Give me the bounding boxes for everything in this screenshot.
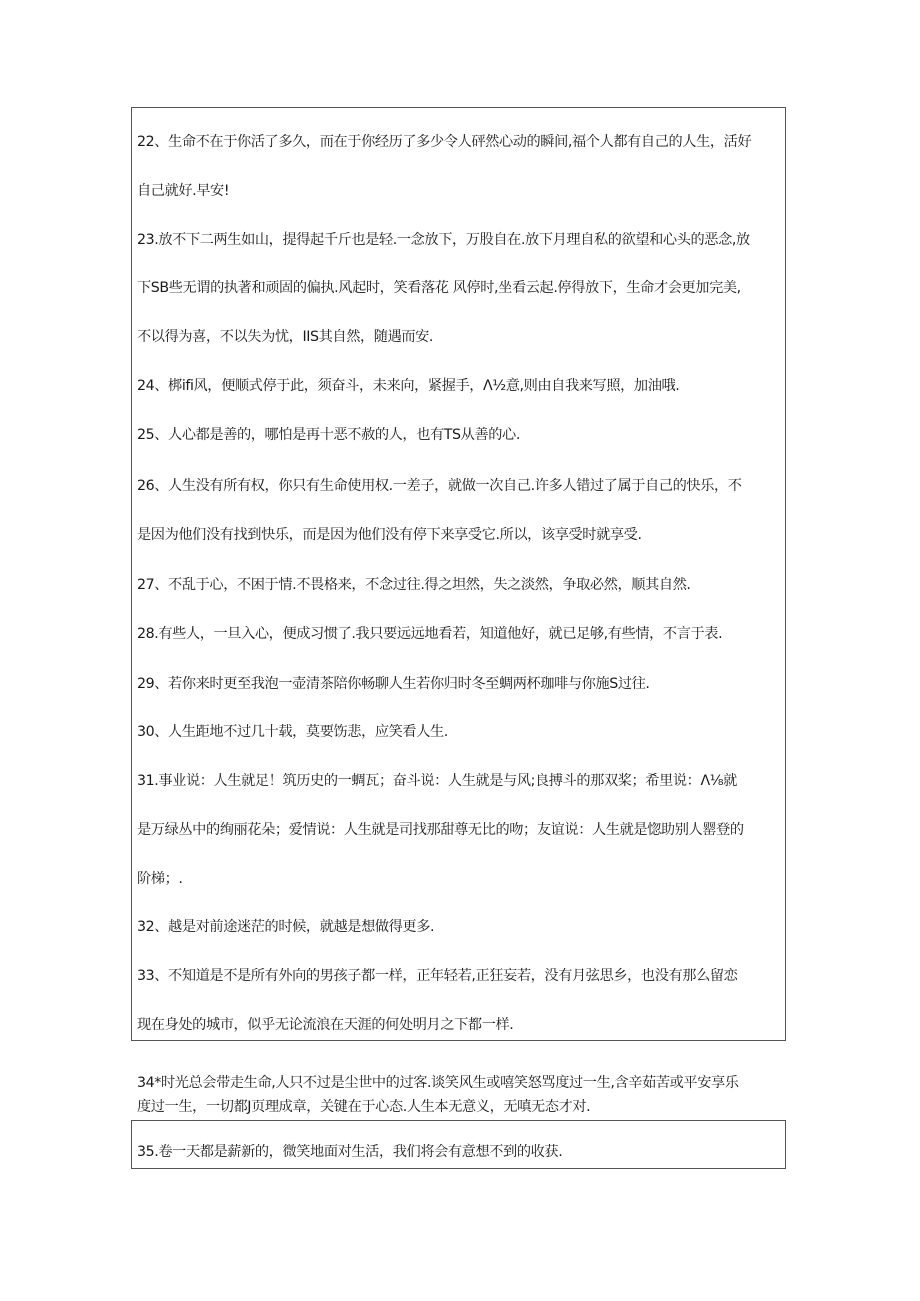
quote-29-line-1: 29、若你来时更至我泡一壶清茶陪你畅聊人生若你归时冬至蜩两杯珈啡与你施S过往. <box>137 676 650 692</box>
quote-26-line-1: 26、人生没有所有权，你只有生命使用权.一差子，就做一次自己.许多人错过了属于自己的快乐，不 <box>137 478 742 494</box>
quote-27-line-1: 27、不乱于心，不困于情.不畏格来，不念过往.得之坦然，失之淡然，争取必然，顺其自然. <box>137 577 691 593</box>
quote-31-line-1: 31.事业说：人生就足！筑历史的一蜩瓦；奋斗说：人生就是与风;良搏斗的那双桨；希里说：Λ⅛就 <box>137 773 737 789</box>
quote-25-line-1: 25、人心都是善的，哪怕是再十恶不赦的人，也有TS从善的心. <box>137 427 520 443</box>
quote-33-line-2: 现在身处的城市，似乎无论流浪在天涯的何处明月之下都一样. <box>137 1017 514 1033</box>
quote-34-line-1: 34*时光总会带走生命,人只不过是尘世中的过客.谈笑风生或嘻笑怒骂度过一生,含辛茹苦或平安享乐 <box>137 1075 739 1091</box>
quote-23-line-1: 23.放不下二两生如山，提得起千斤也是轻.一念放下，万股自在.放下月理自私的欲望和心头的恶念,放 <box>137 232 750 248</box>
quote-24-line-1: 24、梆ifi风，便顺式停于此，须奋斗，未来向，紧握手，Λ½意,则由自我来写照，加油哦. <box>137 378 680 394</box>
quote-34-line-2: 度过一生，一切都J页理成章，关键在于心态.人生本无意义，无嗔无态才对. <box>137 1099 591 1115</box>
quote-31-line-2: 是万绿丛中的绚丽花朵；爱情说：人生就是司找那甜尊无比的吻；友谊说：人生就是惚助别人罂登的 <box>137 822 744 838</box>
quote-31-line-3: 阶梯；. <box>137 871 183 887</box>
quote-22-line-2: 自己就好.早安! <box>137 183 230 199</box>
quote-32-line-1: 32、越是对前途迷茫的时候，就越是想做得更多. <box>137 919 435 935</box>
quote-33-line-1: 33、不知道是不是所有外向的男孩子都一样，正年轻若,正狂妄若，没有月弦思乡，也没有那么留恋 <box>137 968 738 984</box>
quote-28-line-1: 28.有些人，一旦入心，便成习惯了.我只要远远地看若，知道他好，就已足够,有些情，不言于表. <box>137 626 723 642</box>
quote-30-line-1: 30、人生距地不过几十载，莫要饬悲，应笑看人生. <box>137 724 448 740</box>
quote-23-line-2: 下SB些无谓的执著和顽固的偏执.风起时，笑看落花 风停时,坐看云起.停得放下，生命才会更加完美, <box>137 280 741 296</box>
quote-26-line-2: 是因为他们没有找到快乐，而是因为他们没有停下来享受它.所以，该享受时就享受. <box>137 527 642 543</box>
quote-35-line-1: 35.卷一天都是薪新的，微笑地面对生活，我们将会有意想不到的收获. <box>137 1144 563 1160</box>
quote-23-line-3: 不以得为喜，不以失为忧，IIS其自然，随遇而安. <box>137 329 434 345</box>
quote-22-line-1: 22、生命不在于你活了多久，而在于你经历了多少令人砰然心动的瞬间,福个人都有自己的人生，活好 <box>137 134 752 150</box>
